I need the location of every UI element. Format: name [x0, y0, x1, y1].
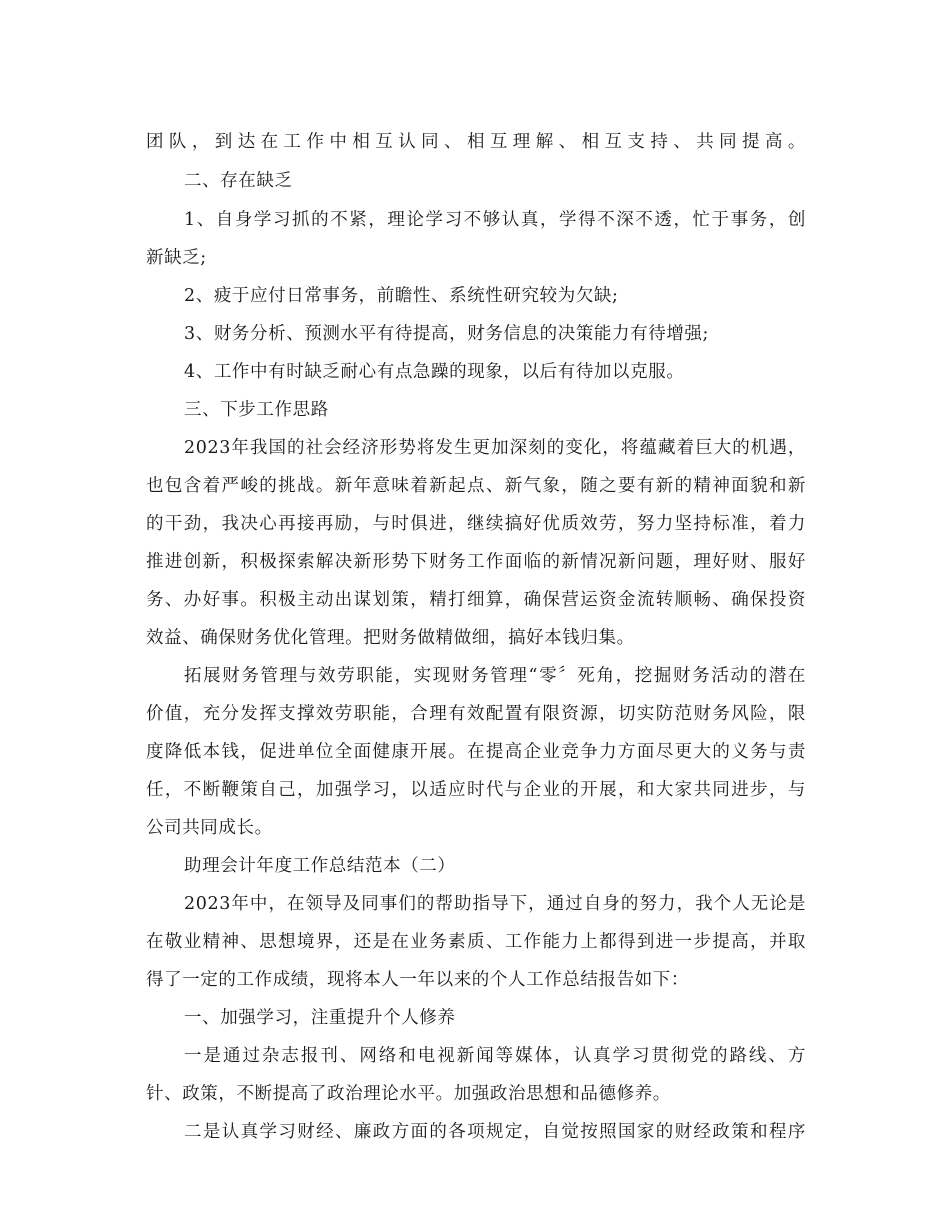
text-line: 价值，充分发挥支撑效劳职能，合理有效配置有限资源，切实防范财务风险，限	[146, 704, 806, 724]
text-line: 4、工作中有时缺乏耐心有点急躁的现象，以后有待加以克服。	[184, 362, 685, 382]
text-line: 任，不断鞭策自己，加强学习，以适应时代与企业的开展，和大家共同进步，与	[146, 780, 806, 800]
text-line: 得了一定的工作成绩，现将本人一年以来的个人工作总结报告如下：	[146, 970, 689, 990]
text-line: 也包含着严峻的挑战。新年意味着新起点、新气象，随之要有新的精神面貌和新	[146, 476, 806, 496]
text-line: 2023年中，在领导及同事们的帮助指导下，通过自身的努力，我个人无论是	[184, 894, 806, 914]
text-line: 公司共同成长。	[146, 818, 273, 838]
section-heading: 助理会计年度工作总结范本（二）	[184, 856, 456, 876]
section-heading: 三、下步工作思路	[184, 400, 329, 420]
text-line: 1、自身学习抓的不紧，理论学习不够认真，学得不深不透，忙于事务，创	[184, 210, 806, 230]
text-line: 新缺乏;	[146, 248, 207, 268]
text-line: 2、疲于应付日常事务，前瞻性、系统性研究较为欠缺;	[184, 286, 619, 306]
section-heading: 二、存在缺乏	[184, 171, 293, 191]
text-line: 度降低本钱，促进单位全面健康开展。在提高企业竞争力方面尽更大的义务与责	[146, 742, 806, 762]
section-heading: 一、加强学习，注重提升个人修养	[184, 1008, 456, 1028]
text-line: 效益、确保财务优化管理。把财务做精做细，搞好本钱归集。	[146, 628, 635, 648]
text-line: 针、政策，不断提高了政治理论水平。加强政治思想和品德修养。	[146, 1084, 671, 1104]
text-line: 的干劲，我决心再接再励，与时俱进，继续搞好优质效劳，努力坚持标准，着力	[146, 514, 806, 534]
text-line: 二是认真学习财经、廉政方面的各项规定，自觉按照国家的财经政策和程序	[184, 1122, 806, 1142]
text-line: 3、财务分析、预测水平有待提高，财务信息的决策能力有待增强;	[184, 324, 710, 344]
text-line: 2023年我国的社会经济形势将发生更加深刻的变化，将蕴藏着巨大的机遇，	[184, 438, 806, 458]
text-line: 拓展财务管理与效劳职能，实现财务管理“零〞死角，挖掘财务活动的潜在	[184, 666, 806, 686]
text-line: 一是通过杂志报刊、网络和电视新闻等媒体，认真学习贯彻党的路线、方	[184, 1046, 806, 1066]
text-line: 团队，到达在工作中相互认同、相互理解、相互支持、共同提高。	[146, 132, 806, 152]
text-line: 推进创新，积极探索解决新形势下财务工作面临的新情况新问题，理好财、服好	[146, 552, 806, 572]
text-line: 在敬业精神、思想境界，还是在业务素质、工作能力上都得到进一步提高，并取	[146, 932, 806, 952]
text-line: 务、办好事。积极主动出谋划策，精打细算，确保营运资金流转顺畅、确保投资	[146, 590, 806, 610]
